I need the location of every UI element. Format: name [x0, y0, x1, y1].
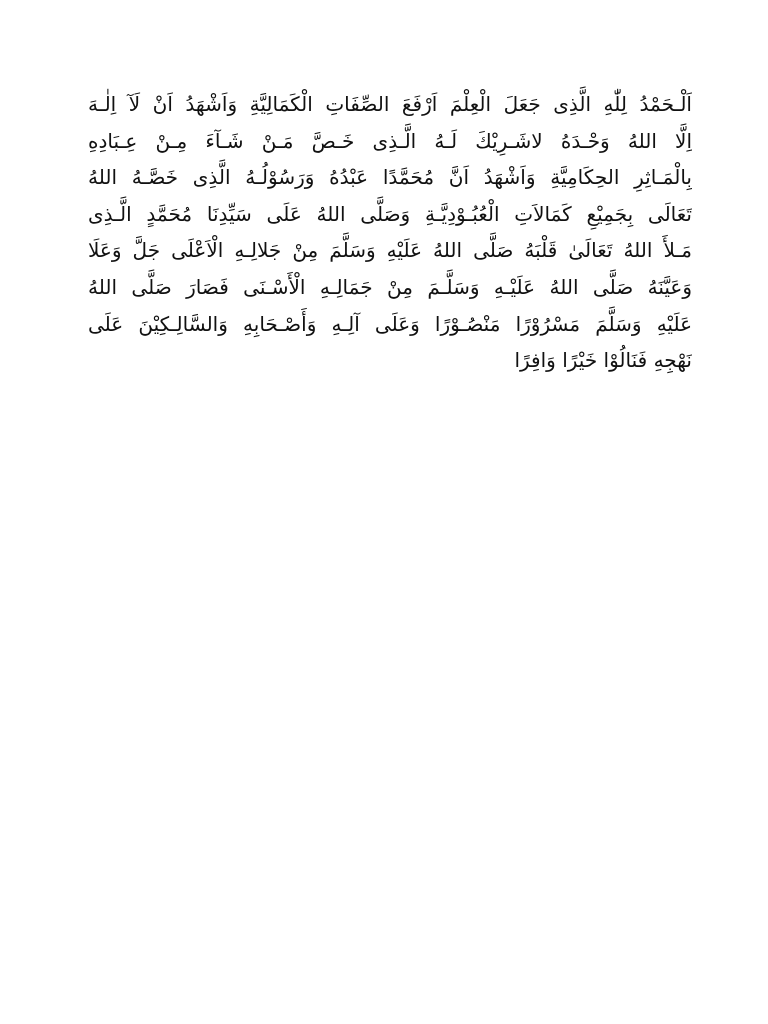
paragraph-line-3: بِالْمَـاثِرِ الحِكَامِيَّةِ وَاَشْهَدُ اَنَّ مُحَمَّدًا عَبْدُهُ وَرَسُوْلُـهُ الَّذِى خَصَّـهُ اللهُ — [88, 165, 692, 190]
paragraph-line-5: مَـلأَ اللهُ تَعَالَىٰ قَلْبَهُ صَلَّى اللهُ عَلَيْهِ وَسَلَّمَ مِنْ جَلالِـهِ الْاَعْلَى جَلَّ وَعَلَا — [88, 238, 692, 263]
paragraph-line-1: اَلْـحَمْدُ لِلّٰهِ الَّذِى جَعَلَ الْعِلْمَ اَرْفَعَ الصِّفَاتِ الْكَمَالِيَّةِ وَاَشْهَدُ اَنْ لَآ اِلٰـهَ — [88, 92, 692, 116]
paragraph-line-4: تَعَالَى بِجَمِيْعِ كَمَالاَتِ الْعُبُـوْدِيَّـةِ وَصَلَّى اللهُ عَلَى سَيِّدِنَا مُحَمَّدٍ الَّـذِى — [88, 201, 692, 226]
paragraph-line-2: اِلَّا اللهُ وَحْـدَهُ لاشَـرِيْكَ لَـهُ الَّـذِى خَـصَّ مَـنْ شَـآءَ مِـنْ عِـبَادِهِ — [88, 128, 692, 153]
paragraph-line-6: وَعَيَّنَهُ صَلَّى اللهُ عَلَيْـهِ وَسَلَّـمَ مِنْ جَمَالِـهِ الْأَسْـنَى فَصَارَ صَلَّى اللهُ — [88, 274, 692, 299]
paragraph-line-8: نَهْجِهِ فَنَالُوْا خَيْرًا وَافِرًا — [514, 348, 692, 373]
paragraph-line-7: عَلَيْهِ وَسَلَّمَ مَسْرُوْرًا مَنْصُـوْرًا وَعَلَى آلِـهِ وَأَصْـحَابِهِ وَالسَّالِـكِيْنَ عَلَى — [88, 311, 692, 336]
arabic-paragraph — [88, 86, 692, 379]
